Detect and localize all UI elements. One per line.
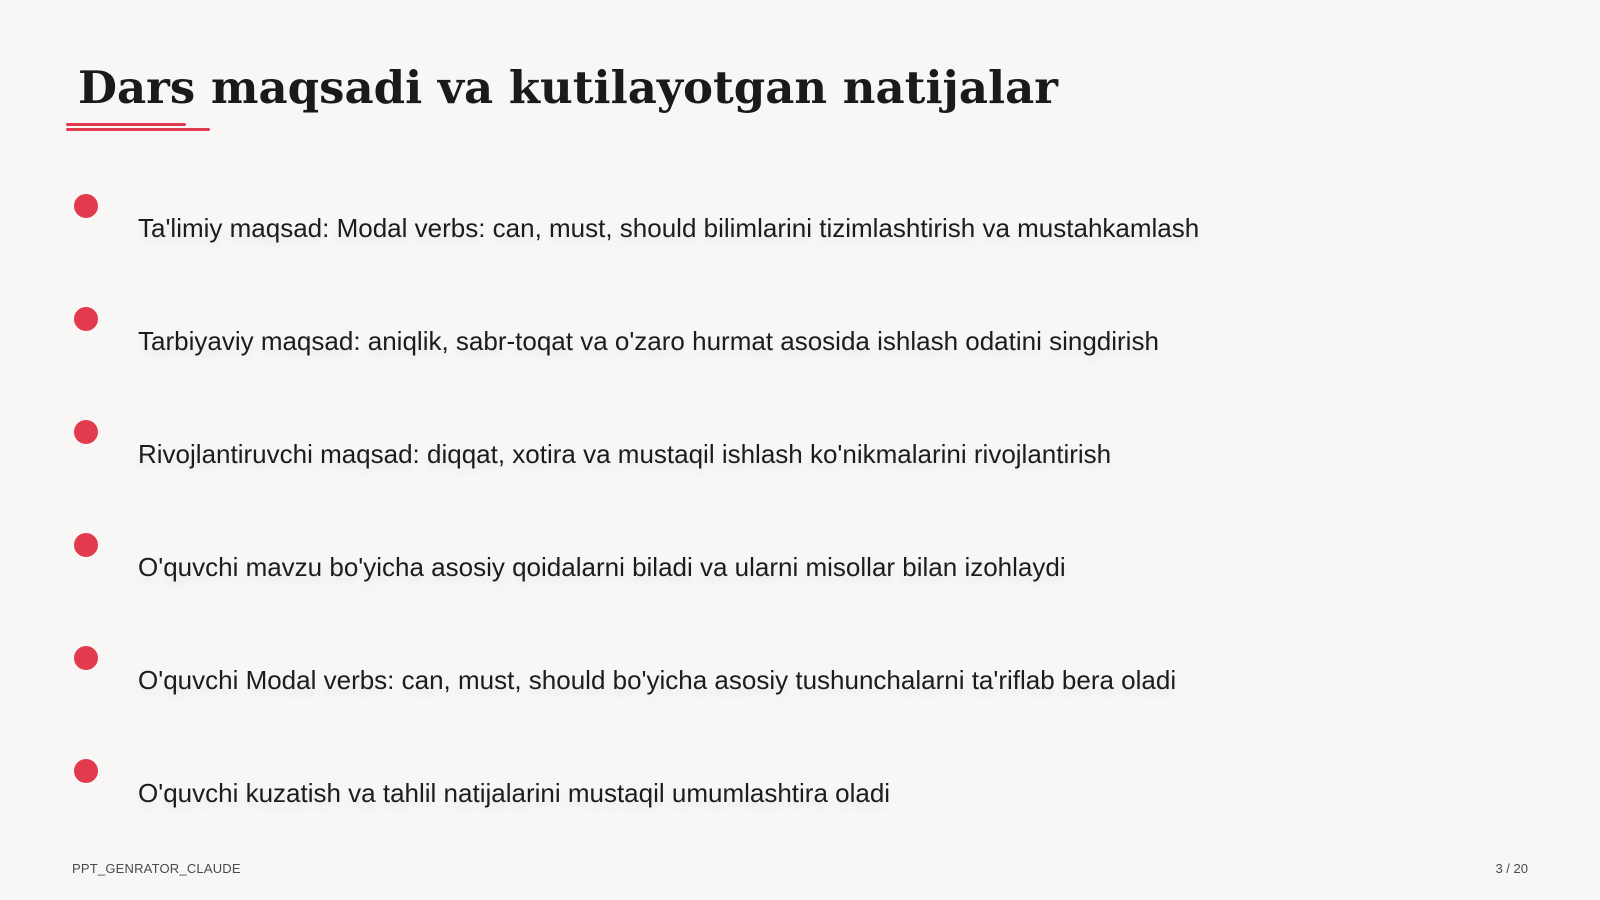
- bullet-dot-icon: [74, 759, 98, 783]
- bullet-dot-icon: [74, 646, 98, 670]
- bullet-text: Ta'limiy maqsad: Modal verbs: can, must, should bilimlarini tizimlashtirish va mustahkamlash: [138, 213, 1200, 243]
- list-item: [74, 759, 1494, 839]
- bullet-text: O'quvchi mavzu bo'yicha asosiy qoidalarni biladi va ularni misollar bilan izohlaydi: [138, 552, 1066, 582]
- bullet-text: O'quvchi Modal verbs: can, must, should bo'yicha asosiy tushunchalarni ta'riflab bera oladi: [138, 665, 1177, 695]
- bullet-dot-icon: [74, 533, 98, 557]
- bullet-text: O'quvchi kuzatish va tahlil natijalarini mustaqil umumlashtira oladi: [138, 778, 891, 808]
- footer-source: PPT_GENRATOR_CLAUDE: [72, 861, 241, 876]
- slide-title: Dars maqsadi va kutilayotgan natijalar: [78, 61, 1058, 114]
- list-item: [74, 194, 1494, 274]
- bullet-dot-icon: [74, 420, 98, 444]
- bullet-text: Rivojlantiruvchi maqsad: diqqat, xotira va mustaqil ishlash ko'nikmalarini rivojlantirish: [138, 439, 1112, 469]
- bullet-dot-icon: [74, 194, 98, 218]
- list-item: [74, 420, 1494, 500]
- page-number: 3 / 20: [1495, 861, 1528, 876]
- list-item: [74, 533, 1494, 613]
- bullet-text: Tarbiyaviy maqsad: aniqlik, sabr-toqat va o'zaro hurmat asosida ishlash odatini singdirish: [138, 326, 1159, 356]
- list-item: [74, 646, 1494, 726]
- bullet-dot-icon: [74, 307, 98, 331]
- list-item: [74, 307, 1494, 387]
